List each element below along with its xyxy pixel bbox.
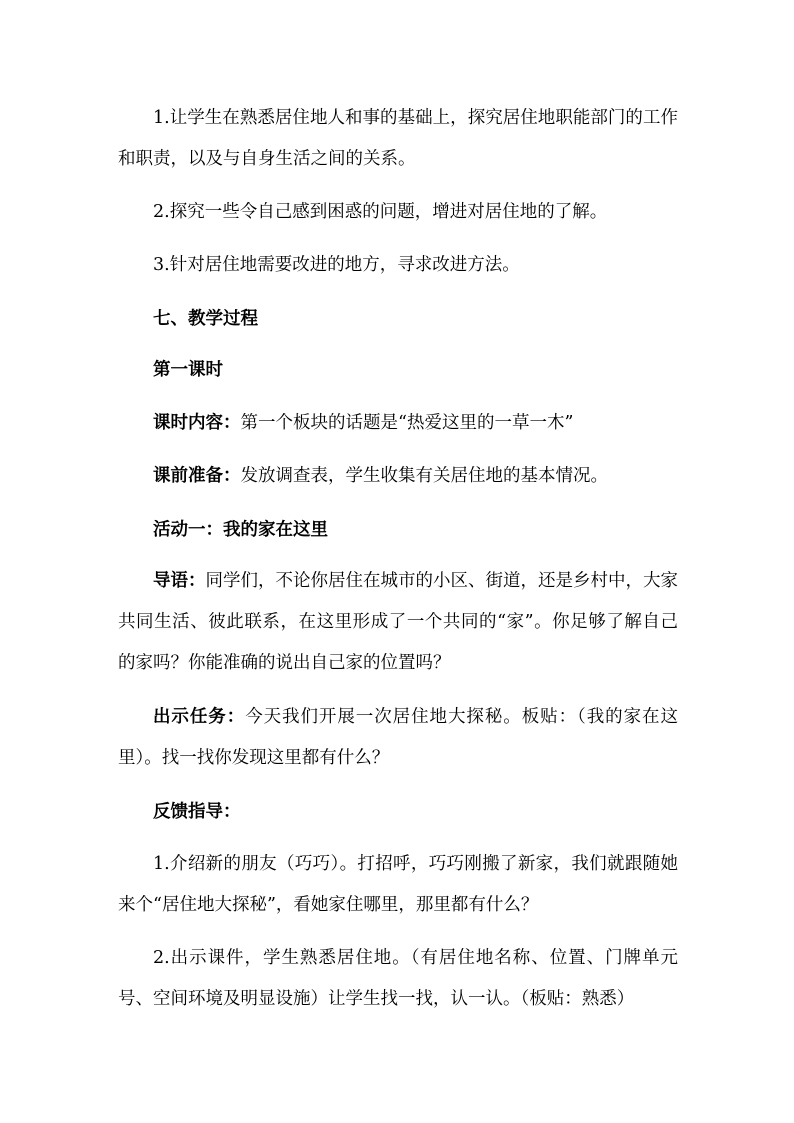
task-paragraph — [118, 697, 678, 779]
intro-label: 导语： — [153, 571, 206, 591]
objective-2: 2.探究一些令自己感到困惑的问题，增进对居住地的了解。 — [153, 202, 608, 222]
section-heading: 七、教学过程 — [153, 309, 258, 329]
lesson-content — [118, 403, 678, 444]
preparation-text: 发放调查表，学生收集有关居住地的基本情况。 — [240, 466, 608, 486]
feedback-heading: 反馈指导： — [153, 802, 241, 822]
task-label: 出示任务： — [153, 707, 246, 727]
lesson-heading: 第一课时 — [153, 360, 223, 380]
preparation — [118, 456, 678, 497]
activity-heading: 活动一：我的家在这里 — [153, 520, 328, 540]
intro-text: 同学们，不论你居住在城市的小区、街道，还是乡村中，大家共同生活、彼此联系，在这里形成了一个共同的“家”。你足够了解自己的家吗？你能准确的说出自己家的位置吗？ — [118, 571, 678, 673]
feedback-item-2: 2.出示课件，学生熟悉居住地。（有居住地名称、位置、门牌单元号、空间环境及明显设施）让学生找一找，认一认。（板贴：熟悉） — [118, 948, 678, 1009]
task-text: 今天我们开展一次居住地大探秘。板贴：（我的家在这里）。找一找你发现这里都有什么？ — [118, 707, 678, 768]
feedback-item-1: 1.介绍新的朋友（巧巧）。打招呼，巧巧刚搬了新家，我们就跟随她来个“居住地大探秘”，看她家住哪里，那里都有什么？ — [118, 854, 678, 915]
lesson-content-label: 课时内容： — [153, 413, 241, 433]
objective-3: 3.针对居住地需要改进的地方，寻求改进方法。 — [153, 255, 520, 275]
lesson-content-text: 第一个板块的话题是“热爱这里的一草一木” — [240, 413, 574, 433]
objective-1: 1.让学生在熟悉居住地人和事的基础上，探究居住地职能部门的工作和职责，以及与自身生活之间的关系。 — [118, 108, 678, 169]
intro-paragraph — [118, 561, 678, 684]
preparation-label: 课前准备： — [153, 466, 241, 486]
